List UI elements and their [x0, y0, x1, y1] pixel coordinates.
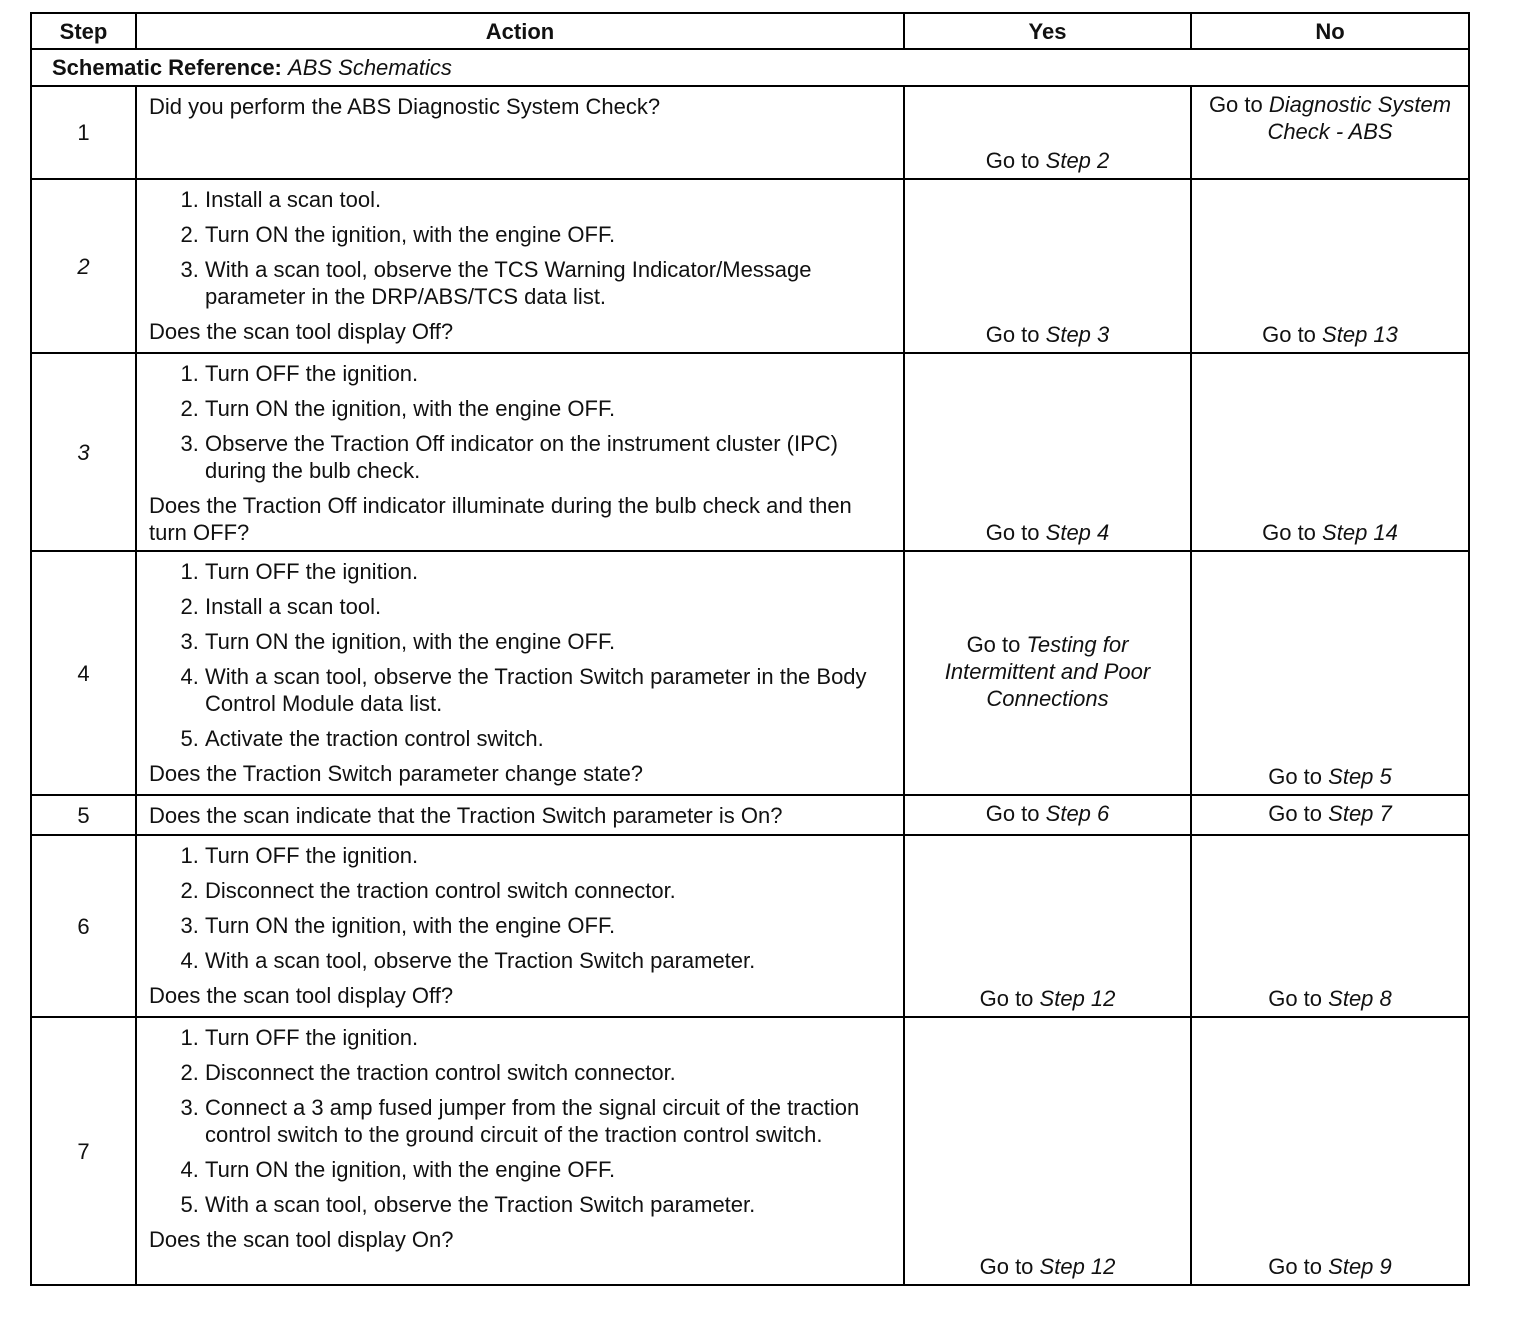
- header-action: Action: [136, 13, 904, 49]
- table-row: [31, 551, 1469, 795]
- table-row: [31, 353, 1469, 551]
- question: Does the scan indicate that the Traction Switch parameter is On?: [149, 803, 783, 828]
- list-item: 3. With a scan tool, observe the TCS Warning Indicator/Message parameter in the DRP/ABS/TCS data list.: [205, 256, 893, 310]
- question: Does the scan tool display On?: [149, 1227, 454, 1252]
- list-item: 2. Disconnect the traction control switch connector.: [205, 877, 893, 904]
- list-item: 1. Install a scan tool.: [205, 186, 893, 213]
- schematic-label: Schematic Reference:: [52, 55, 282, 80]
- action-list: [149, 360, 893, 484]
- list-item: 2. Turn ON the ignition, with the engine OFF.: [205, 221, 893, 248]
- list-item: 3. Turn ON the ignition, with the engine OFF.: [205, 628, 893, 655]
- no-cell[interactable]: Go to Step 8: [1191, 835, 1469, 1017]
- yes-target: Testing for Intermittent and Poor Connections: [944, 631, 1151, 711]
- table-row: [31, 795, 1469, 835]
- action-cell: [136, 551, 904, 795]
- list-item: 4. With a scan tool, observe the Traction Switch parameter in the Body Control Module data list.: [205, 663, 893, 717]
- step-number: 2: [31, 179, 136, 353]
- header-step: Step: [31, 13, 136, 49]
- no-target: Step 14: [1322, 520, 1398, 545]
- question: Did you perform the ABS Diagnostic System Check?: [149, 94, 661, 119]
- yes-target: Step 12: [1039, 986, 1116, 1011]
- list-item: 4. Turn ON the ignition, with the engine OFF.: [205, 1156, 893, 1183]
- action-cell: [136, 353, 904, 551]
- question: Does the scan tool display Off?: [149, 319, 454, 344]
- yes-cell[interactable]: Go to Step 2: [904, 86, 1191, 179]
- yes-target: Step 12: [1039, 1254, 1116, 1279]
- action-list: [149, 186, 893, 310]
- no-cell[interactable]: Go to Step 9: [1191, 1017, 1469, 1285]
- no-cell[interactable]: Go to Step 5: [1191, 551, 1469, 795]
- yes-cell[interactable]: Go to Step 12: [904, 1017, 1191, 1285]
- no-cell[interactable]: Go to Step 7: [1191, 795, 1469, 835]
- step-number: 1: [31, 86, 136, 179]
- table-row: [31, 835, 1469, 1017]
- step-number: 5: [31, 795, 136, 835]
- step-number: 4: [31, 551, 136, 795]
- list-item: 5. Activate the traction control switch.: [205, 725, 893, 752]
- action-cell: [136, 795, 904, 835]
- no-target: Step 13: [1322, 322, 1398, 347]
- no-target: Step 9: [1328, 1254, 1392, 1279]
- schematic-row: [31, 49, 1469, 86]
- list-item: 3. Observe the Traction Off indicator on the instrument cluster (IPC) during the bulb check.: [205, 430, 893, 484]
- table-row: [31, 1017, 1469, 1285]
- list-item: 1. Turn OFF the ignition.: [205, 1024, 893, 1051]
- action-cell: [136, 86, 904, 179]
- yes-target: Step 6: [1045, 800, 1110, 826]
- header-row: [31, 13, 1469, 49]
- action-cell: [136, 1017, 904, 1285]
- no-target: Step 5: [1328, 764, 1392, 789]
- question: Does the Traction Switch parameter change state?: [149, 761, 644, 786]
- table-row: [31, 86, 1469, 179]
- question: Does the Traction Off indicator illuminate during the bulb check and then turn OFF?: [149, 493, 852, 545]
- schematic-link[interactable]: ABS Schematics: [288, 55, 452, 80]
- yes-target: Step 2: [1045, 148, 1110, 173]
- list-item: 1. Turn OFF the ignition.: [205, 558, 893, 585]
- diagnostic-table: [30, 12, 1470, 1286]
- yes-cell[interactable]: Go to Step 4: [904, 353, 1191, 551]
- list-item: 1. Turn OFF the ignition.: [205, 360, 893, 387]
- list-item: 2. Turn ON the ignition, with the engine OFF.: [205, 395, 893, 422]
- no-cell[interactable]: Go to Step 13: [1191, 179, 1469, 353]
- table-row: [31, 179, 1469, 353]
- action-cell: [136, 179, 904, 353]
- no-target: Step 8: [1328, 986, 1392, 1011]
- header-yes: Yes: [904, 13, 1191, 49]
- action-list: [149, 842, 893, 974]
- list-item: 1. Turn OFF the ignition.: [205, 842, 893, 869]
- action-list: [149, 558, 893, 752]
- no-cell[interactable]: Go to Step 14: [1191, 353, 1469, 551]
- step-number: 6: [31, 835, 136, 1017]
- action-cell: [136, 835, 904, 1017]
- header-no: No: [1191, 13, 1469, 49]
- list-item: 4. With a scan tool, observe the Traction Switch parameter.: [205, 947, 893, 974]
- no-target: Diagnostic System Check - ABS: [1267, 92, 1452, 144]
- step-number: 3: [31, 353, 136, 551]
- action-list: [149, 1024, 893, 1218]
- no-target: Step 7: [1328, 800, 1392, 826]
- yes-cell[interactable]: Go to Step 3: [904, 179, 1191, 353]
- yes-cell[interactable]: Go to Step 12: [904, 835, 1191, 1017]
- list-item: 2. Install a scan tool.: [205, 593, 893, 620]
- yes-cell[interactable]: Go to Step 6: [904, 795, 1191, 835]
- step-number: 7: [31, 1017, 136, 1285]
- yes-cell[interactable]: Go to Testing for Intermittent and Poor Connections: [904, 551, 1191, 795]
- yes-target: Step 4: [1045, 520, 1110, 545]
- list-item: 2. Disconnect the traction control switch connector.: [205, 1059, 893, 1086]
- list-item: 3. Connect a 3 amp fused jumper from the signal circuit of the traction control switch to the ground circuit of the traction control switch.: [205, 1094, 893, 1148]
- question: Does the scan tool display Off?: [149, 983, 454, 1008]
- schematic-reference: [31, 49, 1469, 86]
- list-item: 3. Turn ON the ignition, with the engine OFF.: [205, 912, 893, 939]
- list-item: 5. With a scan tool, observe the Traction Switch parameter.: [205, 1191, 893, 1218]
- yes-target: Step 3: [1045, 322, 1110, 347]
- no-cell[interactable]: Go to Diagnostic System Check - ABS: [1191, 86, 1469, 179]
